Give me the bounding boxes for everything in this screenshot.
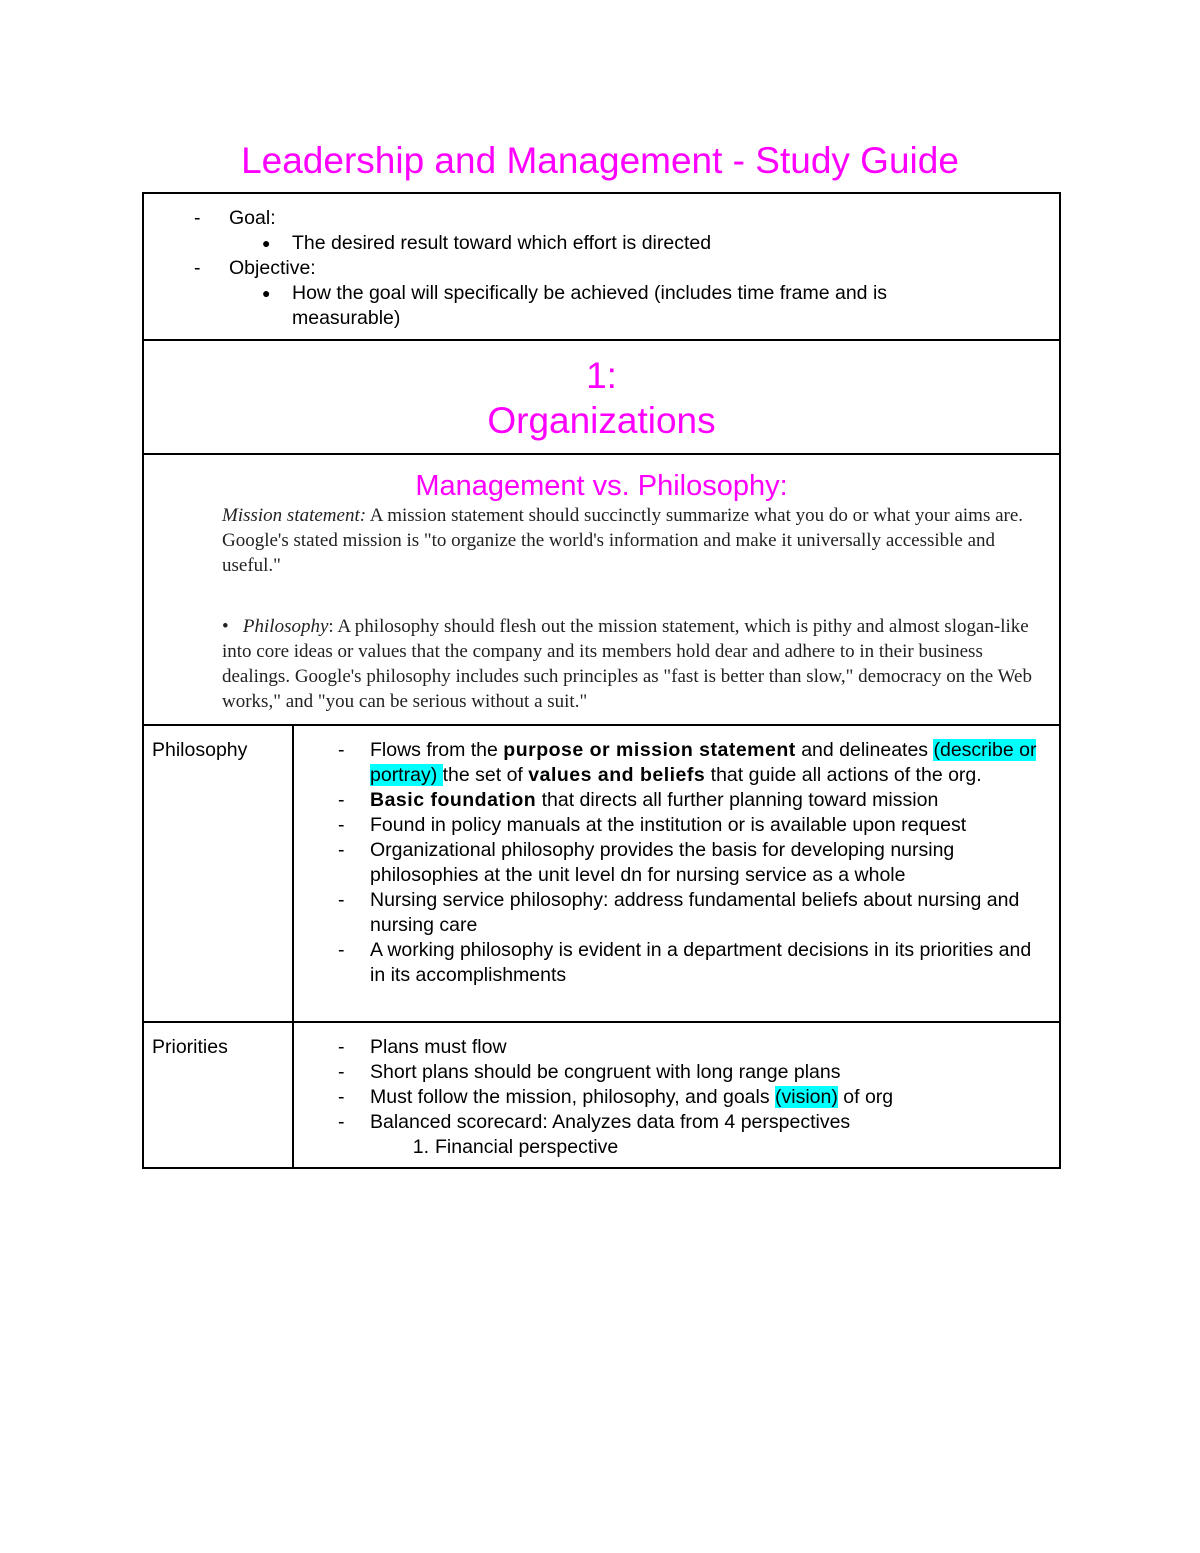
list-item: [152, 231, 1051, 256]
list-item: [294, 788, 1039, 813]
item-text: Nursing service philosophy: address fundamental beliefs about nursing and nursing care: [370, 889, 1020, 936]
item-text: Must follow the mission, philosophy, and goals: [370, 1086, 776, 1108]
dash-marker: -: [194, 207, 201, 229]
objective-definition: How the goal will specifically be achieved (includes time frame and is measurable): [292, 282, 888, 329]
bullet-marker: •: [222, 616, 229, 637]
item-text: Balanced scorecard: Analyzes data from 4 perspectives: [370, 1111, 851, 1133]
number-marker: 1.: [412, 1136, 429, 1158]
mission-statement-paragraph: [144, 503, 1059, 614]
mission-label: Mission statement:: [222, 505, 367, 526]
item-text: Plans must flow: [370, 1036, 507, 1058]
item-text: the set of: [442, 764, 529, 786]
section-name: Organizations: [487, 400, 716, 441]
item-text: Financial perspective: [435, 1136, 619, 1158]
item-text: Flows from the: [370, 739, 504, 761]
item-text: A working philosophy is evident in a department decisions in its priorities and in its accomplishments: [370, 939, 1032, 986]
list-item: [294, 1085, 1039, 1110]
list-item: [152, 206, 1051, 231]
dash-marker: -: [338, 789, 345, 811]
intro-row: [143, 193, 1060, 340]
item-text: Short plans should be congruent with long range plans: [370, 1061, 841, 1083]
list-item: [152, 256, 1051, 281]
dash-marker: -: [338, 939, 345, 961]
item-text: Organizational philosophy provides the basis for developing nursing philosophies at the unit level dn for nursing service as a whole: [370, 839, 955, 886]
dash-marker: -: [338, 1111, 345, 1133]
philosophy-row: [143, 725, 1060, 1022]
philosophy-label: Philosophy: [242, 616, 329, 637]
bold-term: Basic foundation: [370, 789, 537, 811]
list-item: [294, 838, 1039, 888]
page-title: Leadership and Management - Study Guide: [241, 140, 959, 181]
dash-marker: -: [338, 1086, 345, 1108]
bold-term: purpose or mission statement: [503, 739, 796, 761]
list-item: [294, 813, 1039, 838]
row-label-priorities: Priorities: [152, 1036, 228, 1058]
philosophy-text: : A philosophy should flesh out the mission statement, which is pithy and almost slogan-like into core ideas or values that the company and its members hold dear and adhere to in their business dealings. Google's philosophy includes such principles as "fast is better than slow," democracy on the Web works," and "you can be serious without a suit.": [222, 616, 1032, 712]
mgmt-heading: Management vs. Philosophy:: [415, 470, 788, 502]
objective-label: Objective:: [229, 257, 316, 279]
item-text: of org: [837, 1086, 894, 1108]
goal-definition: The desired result toward which effort is directed: [292, 232, 712, 254]
dash-marker: -: [338, 739, 345, 761]
list-item: [294, 738, 1039, 788]
item-text: Found in policy manuals at the institution or is available upon request: [370, 814, 967, 836]
list-item: [294, 938, 1039, 988]
study-guide-table: [142, 192, 1061, 1169]
dash-marker: -: [338, 889, 345, 911]
highlight: (vision): [775, 1086, 838, 1108]
item-text: that guide all actions of the org.: [705, 764, 982, 786]
philosophy-paragraph: [144, 614, 1059, 724]
row-label-philosophy: Philosophy: [152, 739, 248, 761]
dash-marker: -: [194, 257, 201, 279]
section-header-row: [143, 340, 1060, 454]
dash-marker: -: [338, 839, 345, 861]
list-item: [294, 1035, 1039, 1060]
priorities-row: [143, 1022, 1060, 1168]
list-item: [294, 1060, 1039, 1085]
item-text: and delineates: [795, 739, 934, 761]
list-item: [294, 1110, 1039, 1135]
list-item: [294, 888, 1039, 938]
mgmt-philosophy-row: [143, 454, 1060, 725]
mission-text: A mission statement should succinctly summarize what you do or what your aims are. Google's stated mission is "to organize the world's information and make it universally accessible and useful.": [222, 505, 1024, 576]
item-text: that directs all further planning toward mission: [536, 789, 939, 811]
bullet-marker: ●: [262, 235, 271, 251]
bold-term: values and beliefs: [528, 764, 706, 786]
goal-label: Goal:: [229, 207, 276, 229]
dash-marker: -: [338, 1036, 345, 1058]
list-item: [294, 1135, 1039, 1160]
bullet-marker: ●: [262, 285, 271, 301]
section-number: 1:: [586, 355, 617, 396]
list-item: [152, 281, 1051, 331]
highlight: (describe or portray): [370, 739, 1037, 786]
dash-marker: -: [338, 1061, 345, 1083]
dash-marker: -: [338, 814, 345, 836]
